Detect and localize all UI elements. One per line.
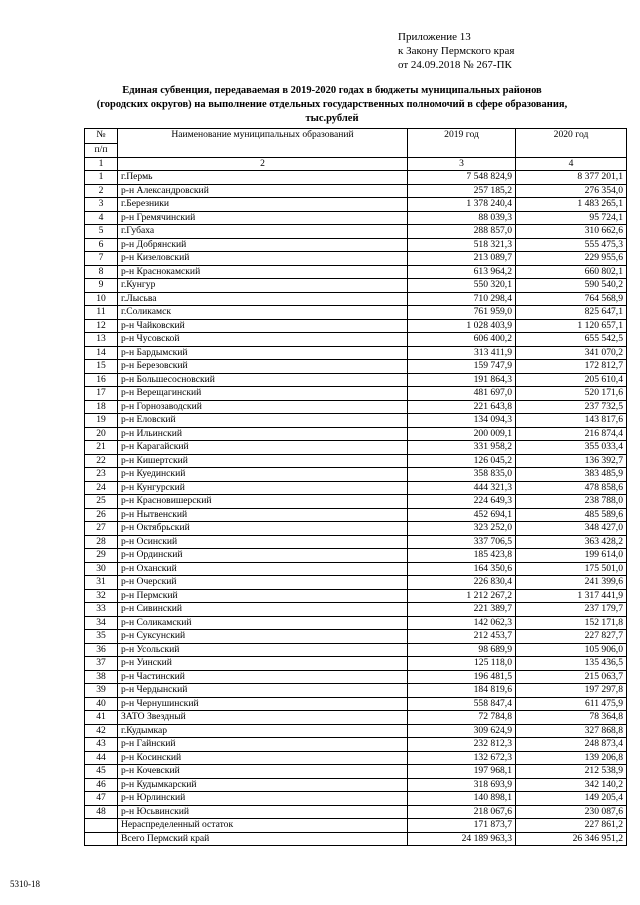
row-value-2020: 1 483 265,1 — [516, 198, 627, 212]
row-number: 29 — [85, 549, 118, 563]
row-value-2019: 132 672,3 — [408, 751, 516, 765]
table-row — [85, 562, 627, 576]
row-municipality: р-н Ильинский — [118, 427, 408, 441]
row-value-2019: 197 968,1 — [408, 765, 516, 779]
row-municipality: р-н Сивинский — [118, 603, 408, 617]
table-row — [85, 333, 627, 347]
row-number: 24 — [85, 481, 118, 495]
document-code: 5310-18 — [10, 879, 40, 889]
row-number: 31 — [85, 576, 118, 590]
row-value-2020: 175 501,0 — [516, 562, 627, 576]
row-number: 32 — [85, 589, 118, 603]
row-value-2020: 135 436,5 — [516, 657, 627, 671]
index-col-1: 1 — [85, 157, 118, 171]
row-municipality: р-н Кудымкарский — [118, 778, 408, 792]
row-value-2019: 710 298,4 — [408, 292, 516, 306]
row-value-2019: 452 694,1 — [408, 508, 516, 522]
row-value-2020: 199 614,0 — [516, 549, 627, 563]
row-municipality: г.Соликамск — [118, 306, 408, 320]
row-value-2020: 1 120 657,1 — [516, 319, 627, 333]
row-value-2020: 248 873,4 — [516, 738, 627, 752]
table-row — [85, 603, 627, 617]
subvention-table — [84, 128, 627, 846]
table-row — [85, 765, 627, 779]
row-number — [85, 819, 118, 833]
row-value-2019: 606 400,2 — [408, 333, 516, 347]
index-col-3: 3 — [408, 157, 516, 171]
row-number: 8 — [85, 265, 118, 279]
table-row — [85, 279, 627, 293]
row-value-2019: 98 689,9 — [408, 643, 516, 657]
row-value-2020: 341 070,2 — [516, 346, 627, 360]
row-value-2019: 309 624,9 — [408, 724, 516, 738]
row-value-2020: 95 724,1 — [516, 211, 627, 225]
row-value-2019: 185 423,8 — [408, 549, 516, 563]
row-value-2020: 276 354,0 — [516, 184, 627, 198]
row-number: 13 — [85, 333, 118, 347]
row-value-2019: 331 958,2 — [408, 441, 516, 455]
row-value-2020: 230 087,6 — [516, 805, 627, 819]
row-value-2019: 212 453,7 — [408, 630, 516, 644]
row-value-2019: 232 812,3 — [408, 738, 516, 752]
row-municipality: р-н Очерский — [118, 576, 408, 590]
row-value-2019: 200 009,1 — [408, 427, 516, 441]
table-row — [85, 292, 627, 306]
row-municipality: г.Лысьва — [118, 292, 408, 306]
row-municipality: р-н Чердынский — [118, 684, 408, 698]
row-number: 40 — [85, 697, 118, 711]
row-municipality: р-н Кишертский — [118, 454, 408, 468]
header-name: Наименование муниципальных образований — [118, 129, 408, 158]
table-row — [85, 832, 627, 846]
row-value-2019: 218 067,6 — [408, 805, 516, 819]
row-value-2020: 342 140,2 — [516, 778, 627, 792]
row-value-2020: 139 206,8 — [516, 751, 627, 765]
row-municipality: р-н Соликамский — [118, 616, 408, 630]
row-number: 21 — [85, 441, 118, 455]
row-number: 48 — [85, 805, 118, 819]
row-municipality: р-н Краснокамский — [118, 265, 408, 279]
row-municipality: р-н Березовский — [118, 360, 408, 374]
row-municipality: р-н Большесосновский — [118, 373, 408, 387]
row-number: 43 — [85, 738, 118, 752]
title-units: тыс.рублей — [305, 113, 359, 124]
row-number: 19 — [85, 414, 118, 428]
appendix-law: к Закону Пермского края — [398, 45, 515, 57]
row-number: 46 — [85, 778, 118, 792]
title-line-1: Единая субвенция, передаваемая в 2019-2020 годах в бюджеты муниципальных районов — [122, 85, 542, 96]
row-value-2020: 355 033,4 — [516, 441, 627, 455]
row-value-2020: 310 662,6 — [516, 225, 627, 239]
row-value-2019: 1 028 403,9 — [408, 319, 516, 333]
row-value-2020: 555 475,3 — [516, 238, 627, 252]
row-number: 15 — [85, 360, 118, 374]
row-value-2019: 191 864,3 — [408, 373, 516, 387]
row-value-2019: 171 873,7 — [408, 819, 516, 833]
table-row — [85, 751, 627, 765]
table-row — [85, 738, 627, 752]
row-number: 5 — [85, 225, 118, 239]
row-number: 23 — [85, 468, 118, 482]
row-value-2020: 238 788,0 — [516, 495, 627, 509]
row-number: 17 — [85, 387, 118, 401]
row-number: 34 — [85, 616, 118, 630]
row-municipality: р-н Нытвенский — [118, 508, 408, 522]
table-row — [85, 535, 627, 549]
row-number: 12 — [85, 319, 118, 333]
table-row — [85, 441, 627, 455]
row-number: 20 — [85, 427, 118, 441]
row-value-2019: 221 389,7 — [408, 603, 516, 617]
table-row — [85, 171, 627, 185]
row-value-2020: 227 827,7 — [516, 630, 627, 644]
row-municipality: г.Губаха — [118, 225, 408, 239]
table-row — [85, 778, 627, 792]
row-number: 3 — [85, 198, 118, 212]
row-value-2019: 318 693,9 — [408, 778, 516, 792]
table-body — [85, 171, 627, 846]
table-row — [85, 306, 627, 320]
row-value-2020: 241 399,6 — [516, 576, 627, 590]
table-row — [85, 211, 627, 225]
row-value-2019: 313 411,9 — [408, 346, 516, 360]
row-municipality: р-н Косинский — [118, 751, 408, 765]
row-value-2020: 197 297,8 — [516, 684, 627, 698]
table-row — [85, 360, 627, 374]
header-num-sub: п/п — [85, 144, 118, 158]
row-number: 33 — [85, 603, 118, 617]
table-row — [85, 549, 627, 563]
row-value-2020: 105 906,0 — [516, 643, 627, 657]
table-row — [85, 792, 627, 806]
row-number: 42 — [85, 724, 118, 738]
row-value-2020: 143 817,6 — [516, 414, 627, 428]
row-municipality: р-н Верещагинский — [118, 387, 408, 401]
table-row — [85, 819, 627, 833]
header-2019: 2019 год — [408, 129, 516, 158]
row-value-2020: 611 475,9 — [516, 697, 627, 711]
row-value-2020: 327 868,8 — [516, 724, 627, 738]
table-row — [85, 373, 627, 387]
row-value-2020: 215 063,7 — [516, 670, 627, 684]
row-municipality: р-н Ординский — [118, 549, 408, 563]
row-number: 39 — [85, 684, 118, 698]
row-number: 4 — [85, 211, 118, 225]
document-title — [70, 84, 594, 126]
row-value-2019: 88 039,3 — [408, 211, 516, 225]
row-value-2020: 149 205,4 — [516, 792, 627, 806]
row-number: 6 — [85, 238, 118, 252]
row-number: 47 — [85, 792, 118, 806]
row-value-2020: 8 377 201,1 — [516, 171, 627, 185]
row-value-2019: 221 643,8 — [408, 400, 516, 414]
table-row — [85, 400, 627, 414]
row-value-2020: 212 538,9 — [516, 765, 627, 779]
row-value-2020: 478 858,6 — [516, 481, 627, 495]
row-number: 45 — [85, 765, 118, 779]
index-col-4: 4 — [516, 157, 627, 171]
row-municipality: р-н Оханский — [118, 562, 408, 576]
row-value-2019: 323 252,0 — [408, 522, 516, 536]
row-value-2020: 237 732,5 — [516, 400, 627, 414]
row-value-2020: 485 589,6 — [516, 508, 627, 522]
row-number: 22 — [85, 454, 118, 468]
row-value-2020: 520 171,6 — [516, 387, 627, 401]
row-value-2019: 613 964,2 — [408, 265, 516, 279]
row-value-2019: 140 898,1 — [408, 792, 516, 806]
table-row — [85, 630, 627, 644]
appendix-number: Приложение 13 — [398, 31, 471, 43]
row-number: 14 — [85, 346, 118, 360]
row-value-2019: 288 857,0 — [408, 225, 516, 239]
table-row — [85, 265, 627, 279]
row-value-2019: 213 089,7 — [408, 252, 516, 266]
table-row — [85, 414, 627, 428]
table-row — [85, 684, 627, 698]
row-municipality: Всего Пермский край — [118, 832, 408, 846]
table-row — [85, 427, 627, 441]
row-number: 41 — [85, 711, 118, 725]
appendix-date: от 24.09.2018 № 267-ПК — [398, 59, 512, 71]
row-number: 37 — [85, 657, 118, 671]
row-municipality: р-н Куединский — [118, 468, 408, 482]
appendix-header — [398, 30, 514, 72]
table-row — [85, 225, 627, 239]
row-value-2019: 126 045,2 — [408, 454, 516, 468]
row-value-2020: 136 392,7 — [516, 454, 627, 468]
row-value-2019: 444 321,3 — [408, 481, 516, 495]
row-value-2019: 257 185,2 — [408, 184, 516, 198]
table-row — [85, 724, 627, 738]
row-municipality: р-н Карагайский — [118, 441, 408, 455]
row-value-2019: 1 378 240,4 — [408, 198, 516, 212]
row-value-2020: 655 542,5 — [516, 333, 627, 347]
row-municipality: р-н Горнозаводский — [118, 400, 408, 414]
row-value-2019: 518 321,3 — [408, 238, 516, 252]
row-number: 28 — [85, 535, 118, 549]
row-municipality: ЗАТО Звездный — [118, 711, 408, 725]
table-row — [85, 468, 627, 482]
row-value-2020: 825 647,1 — [516, 306, 627, 320]
row-value-2020: 590 540,2 — [516, 279, 627, 293]
index-col-2: 2 — [118, 157, 408, 171]
row-municipality: р-н Кунгурский — [118, 481, 408, 495]
row-municipality: р-н Чайковский — [118, 319, 408, 333]
row-municipality: р-н Пермский — [118, 589, 408, 603]
header-2020: 2020 год — [516, 129, 627, 158]
table-row — [85, 697, 627, 711]
table-row — [85, 481, 627, 495]
row-value-2020: 152 171,8 — [516, 616, 627, 630]
row-number: 1 — [85, 171, 118, 185]
row-value-2020: 78 364,8 — [516, 711, 627, 725]
row-number: 18 — [85, 400, 118, 414]
table-row — [85, 252, 627, 266]
row-value-2020: 237 179,7 — [516, 603, 627, 617]
row-municipality: р-н Добрянский — [118, 238, 408, 252]
table-row — [85, 198, 627, 212]
row-number: 9 — [85, 279, 118, 293]
row-value-2020: 227 861,2 — [516, 819, 627, 833]
row-value-2019: 337 706,5 — [408, 535, 516, 549]
row-value-2019: 164 350,6 — [408, 562, 516, 576]
row-number: 30 — [85, 562, 118, 576]
row-municipality: р-н Бардымский — [118, 346, 408, 360]
table-row — [85, 319, 627, 333]
table-row — [85, 576, 627, 590]
row-municipality: р-н Юсьвинский — [118, 805, 408, 819]
table-row — [85, 238, 627, 252]
row-value-2019: 226 830,4 — [408, 576, 516, 590]
row-number: 35 — [85, 630, 118, 644]
header-num: № — [85, 129, 118, 144]
row-number: 7 — [85, 252, 118, 266]
row-value-2019: 550 320,1 — [408, 279, 516, 293]
row-value-2020: 216 874,4 — [516, 427, 627, 441]
row-municipality: р-н Еловский — [118, 414, 408, 428]
table-row — [85, 643, 627, 657]
row-number: 27 — [85, 522, 118, 536]
row-value-2019: 224 649,3 — [408, 495, 516, 509]
row-municipality: р-н Кизеловский — [118, 252, 408, 266]
table-row — [85, 589, 627, 603]
row-value-2019: 196 481,5 — [408, 670, 516, 684]
row-value-2019: 184 819,6 — [408, 684, 516, 698]
table-row — [85, 346, 627, 360]
row-municipality: р-н Частинский — [118, 670, 408, 684]
row-number: 16 — [85, 373, 118, 387]
row-municipality: р-н Александровский — [118, 184, 408, 198]
table-row — [85, 184, 627, 198]
row-value-2020: 348 427,0 — [516, 522, 627, 536]
row-value-2019: 24 189 963,3 — [408, 832, 516, 846]
table-row — [85, 711, 627, 725]
row-municipality: г.Пермь — [118, 171, 408, 185]
row-municipality: р-н Гремячинский — [118, 211, 408, 225]
table-row — [85, 454, 627, 468]
row-number: 11 — [85, 306, 118, 320]
row-number — [85, 832, 118, 846]
row-municipality: г.Березники — [118, 198, 408, 212]
row-value-2019: 134 094,3 — [408, 414, 516, 428]
row-value-2019: 7 548 824,9 — [408, 171, 516, 185]
row-municipality: Нераспределенный остаток — [118, 819, 408, 833]
row-value-2020: 1 317 441,9 — [516, 589, 627, 603]
row-number: 38 — [85, 670, 118, 684]
row-municipality: р-н Чусовской — [118, 333, 408, 347]
row-number: 10 — [85, 292, 118, 306]
row-value-2019: 558 847,4 — [408, 697, 516, 711]
row-value-2020: 229 955,6 — [516, 252, 627, 266]
title-line-2: (городских округов) на выполнение отдельных государственных полномочий в сфере образования, — [96, 99, 568, 110]
row-municipality: р-н Уинский — [118, 657, 408, 671]
row-municipality: г.Кудымкар — [118, 724, 408, 738]
row-value-2020: 383 485,9 — [516, 468, 627, 482]
table-row — [85, 670, 627, 684]
row-number: 36 — [85, 643, 118, 657]
row-value-2019: 125 118,0 — [408, 657, 516, 671]
table-row — [85, 508, 627, 522]
row-value-2019: 481 697,0 — [408, 387, 516, 401]
row-value-2019: 72 784,8 — [408, 711, 516, 725]
row-municipality: р-н Октябрьский — [118, 522, 408, 536]
row-municipality: р-н Юрлинский — [118, 792, 408, 806]
row-municipality: г.Кунгур — [118, 279, 408, 293]
row-value-2019: 142 062,3 — [408, 616, 516, 630]
row-municipality: р-н Суксунский — [118, 630, 408, 644]
row-value-2019: 358 835,0 — [408, 468, 516, 482]
row-value-2019: 1 212 267,2 — [408, 589, 516, 603]
row-number: 25 — [85, 495, 118, 509]
row-municipality: р-н Красновишерский — [118, 495, 408, 509]
row-value-2019: 159 747,9 — [408, 360, 516, 374]
row-value-2020: 363 428,2 — [516, 535, 627, 549]
row-number: 26 — [85, 508, 118, 522]
row-municipality: р-н Кочевский — [118, 765, 408, 779]
row-value-2019: 761 959,0 — [408, 306, 516, 320]
row-value-2020: 26 346 951,2 — [516, 832, 627, 846]
table-row — [85, 805, 627, 819]
row-municipality: р-н Гайнский — [118, 738, 408, 752]
table-row — [85, 616, 627, 630]
table-row — [85, 387, 627, 401]
row-value-2020: 205 610,4 — [516, 373, 627, 387]
row-number: 44 — [85, 751, 118, 765]
row-number: 2 — [85, 184, 118, 198]
row-value-2020: 660 802,1 — [516, 265, 627, 279]
row-value-2020: 172 812,7 — [516, 360, 627, 374]
table-row — [85, 657, 627, 671]
table-row — [85, 522, 627, 536]
row-municipality: р-н Чернушинский — [118, 697, 408, 711]
row-municipality: р-н Осинский — [118, 535, 408, 549]
row-value-2020: 764 568,9 — [516, 292, 627, 306]
table-row — [85, 495, 627, 509]
row-municipality: р-н Усольский — [118, 643, 408, 657]
